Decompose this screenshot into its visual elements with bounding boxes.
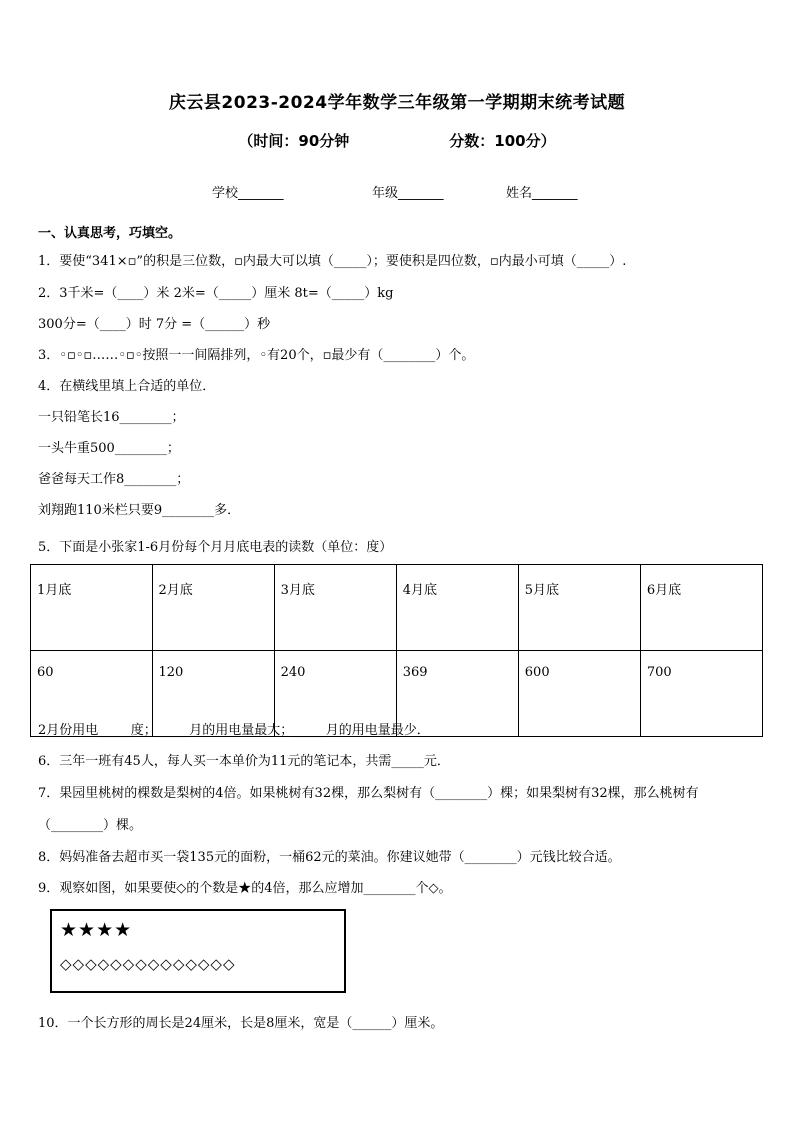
question-4-c: 爸爸每天工作8________；: [38, 472, 190, 487]
table-header-cell: 4月底: [396, 565, 518, 651]
question-6: 6．三年一班有45人，每人买一本单价为11元的笔记本，共需_____元．: [38, 754, 450, 769]
section-heading: 一、认真思考，巧填空。: [38, 226, 182, 241]
question-8: 8．妈妈准备去超市买一袋135元的面粉，一桶62元的菜油。你建议她带（________）元钱比较合适。: [38, 850, 621, 865]
table-cell: 60: [31, 651, 153, 737]
table-header-cell: 1月底: [31, 565, 153, 651]
question-2-line-2: 300分=（____）时 7分 =（______）秒: [38, 317, 271, 332]
question-5-follow: 2月份用电_____度；_____月的用电量最大；_____月的用电量最少．: [38, 723, 430, 738]
school-field: 学校_______: [212, 186, 284, 201]
table-header-cell: 2月底: [152, 565, 274, 651]
table-header-cell: 5月底: [518, 565, 640, 651]
question-4-a: 一只铅笔长16________；: [38, 410, 185, 425]
exam-meta: [0, 130, 794, 151]
table-cell: 120: [152, 651, 274, 737]
table-header-cell: 3月底: [274, 565, 396, 651]
exam-time: （时间：90分钟: [238, 132, 350, 150]
figure-box: [50, 909, 346, 993]
page-title: 庆云县2023-2024学年数学三年级第一学期期末统考试题: [168, 93, 626, 113]
table-header-cell: 6月底: [640, 565, 762, 651]
question-4-b: 一头牛重500________；: [38, 441, 180, 456]
question-1: 1．要使“341×▫”的积是三位数，▫内最大可以填（_____）；要使积是四位数，▫内最小可填（_____）.: [38, 254, 627, 269]
table-cell: 700: [640, 651, 762, 737]
question-7-line-2: （________）棵。: [38, 818, 143, 833]
name-field: 姓名_______: [506, 186, 578, 201]
table-cell: 369: [396, 651, 518, 737]
question-3: 3．◦▫◦▫……◦▫◦按照一一间隔排列，◦有20个，▫最少有（________）个。: [38, 348, 475, 363]
question-7-line-1: 7．果园里桃树的棵数是梨树的4倍。如果桃树有32棵，那么梨树有（________）棵；如果梨树有32棵，那么桃树有: [38, 786, 699, 801]
diamond-row: ◇◇◇◇◇◇◇◇◇◇◇◇◇◇: [60, 955, 236, 973]
question-9: 9．观察如图，如果要使◇的个数是★的4倍，那么应增加________个◇。: [38, 881, 452, 896]
question-4-intro: 4．在横线里填上合适的单位．: [38, 379, 216, 394]
table-cell: 240: [274, 651, 396, 737]
table-cell: 600: [518, 651, 640, 737]
question-4-d: 刘翔跑110米栏只要9________多．: [38, 503, 241, 518]
exam-score: 分数：100分）: [449, 132, 556, 150]
question-2-line-1: 2．3千米=（____）米 2米=（_____）厘米 8t=（_____）kg: [38, 286, 394, 301]
question-10: 10．一个长方形的周长是24厘米，长是8厘米，宽是（______）厘米。: [38, 1016, 444, 1031]
meter-readings-table: [30, 564, 763, 737]
table-row: [31, 565, 763, 651]
grade-field: 年级_______: [372, 186, 444, 201]
star-row: ★★★★: [60, 919, 133, 941]
question-5-intro: 5．下面是小张家1-6月份每个月月底电表的读数（单位：度）: [38, 540, 393, 555]
